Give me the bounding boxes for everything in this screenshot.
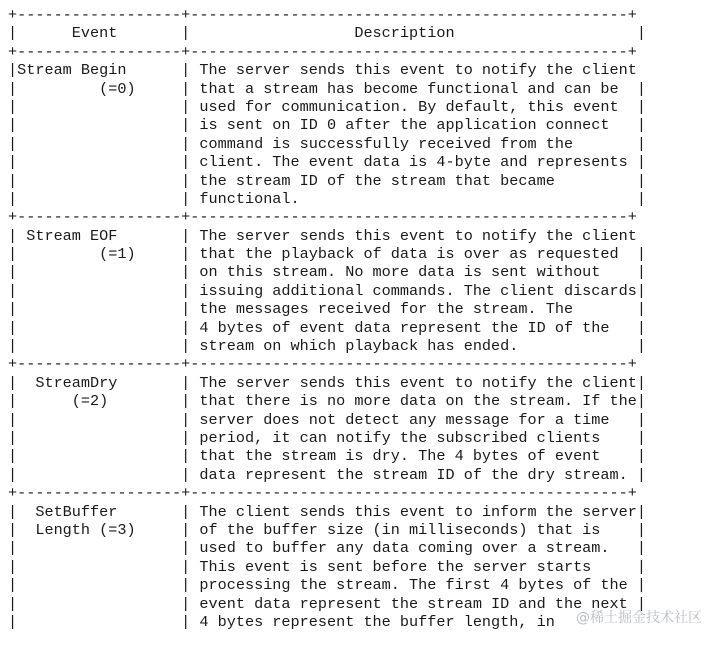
table-line: | | on this stream. No more data is sent without | [8, 263, 646, 282]
table-line: | (=0) | that a stream has become functional and can be | [8, 79, 646, 98]
table-line: | | client. The event data is 4-byte and represents | [8, 153, 646, 172]
table-line: | (=1) | that the playback of data is over as requested | [8, 245, 646, 264]
watermark: @稀土掘金技术社区 [576, 610, 702, 626]
table-line: | | processing the stream. The first 4 bytes of the | [8, 576, 646, 595]
table-line: | | data represent the stream ID of the dry stream. | [8, 465, 646, 484]
event-description-table [8, 6, 646, 631]
table-line: | Stream EOF | The server sends this event to notify the client [8, 226, 637, 245]
table-line: | | used to buffer any data coming over a stream. | [8, 539, 646, 558]
table-line: | | that the stream is dry. The 4 bytes of event | [8, 447, 646, 466]
table-line: | | 4 bytes of event data represent the ID of the | [8, 318, 646, 337]
table-line: | SetBuffer | The client sends this event to inform the server| [8, 502, 646, 521]
table-line: | | event data represent the stream ID and the next | [8, 594, 646, 613]
table-line: | Length (=3) | of the buffer size (in milliseconds) that is | [8, 520, 646, 539]
table-line: | Event | Description | [8, 24, 646, 43]
table-line: | | functional. | [8, 189, 646, 208]
table-line: +------------------+------------------------------------------------+ [8, 484, 637, 503]
table-line: | | issuing additional commands. The client discards| [8, 281, 646, 300]
table-line: | StreamDry | The server sends this event to notify the client| [8, 373, 646, 392]
table-line: | | This event is sent before the server starts | [8, 557, 646, 576]
table-line: | | 4 bytes represent the buffer length, in [8, 612, 555, 631]
table-line: |Stream Begin | The server sends this event to notify the client [8, 61, 637, 80]
table-line: | | server does not detect any message for a time | [8, 410, 646, 429]
table-line: +------------------+------------------------------------------------+ [8, 355, 637, 374]
table-line: | | used for communication. By default, this event | [8, 97, 646, 116]
table-line: | | the messages received for the stream. The | [8, 300, 646, 319]
table-line: +------------------+------------------------------------------------+ [8, 6, 637, 24]
table-line: | | stream on which playback has ended. | [8, 337, 646, 356]
table-line: +------------------+------------------------------------------------+ [8, 208, 637, 227]
table-line: +------------------+------------------------------------------------+ [8, 42, 637, 61]
table-line: | | command is successfully received from the | [8, 134, 646, 153]
table-line: | | period, it can notify the subscribed clients | [8, 428, 646, 447]
table-line: | (=2) | that there is no more data on the stream. If the| [8, 392, 646, 411]
table-line: | | is sent on ID 0 after the application connect | [8, 116, 646, 135]
table-line: | | the stream ID of the stream that became | [8, 171, 646, 190]
